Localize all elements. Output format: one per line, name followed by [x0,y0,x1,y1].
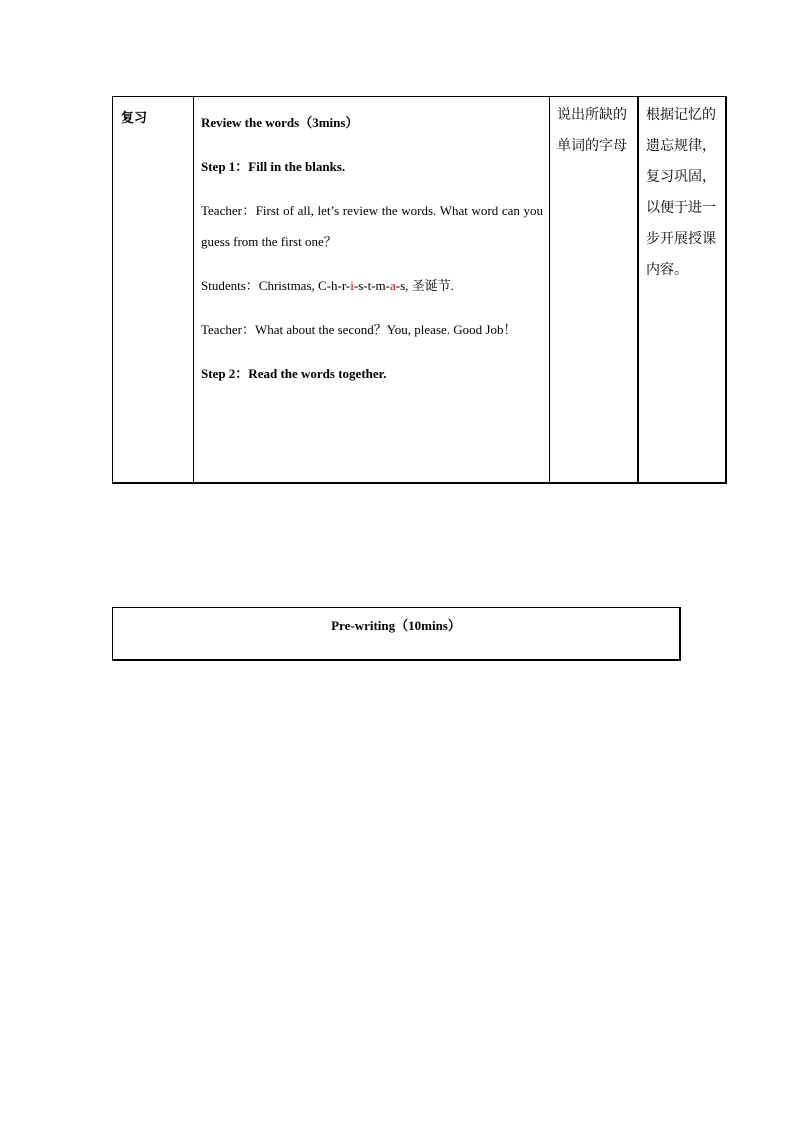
students-text-suffix: -s, 圣诞节. [395,278,454,293]
teacher-line-2: Teacher：What about the second？You, please. Good Job！ [201,322,517,337]
activity-cell: 说出所缺的单词的字母 [550,97,639,484]
lesson-plan-table [112,96,727,484]
purpose-cell: 根据记忆的遗忘规律，复习巩固，以便于进一步开展授课内容。 [638,97,726,484]
students-line [201,270,543,301]
step-2-heading: Step 2：Read the words together. [201,366,387,381]
students-text-middle: -s-t-m- [353,278,390,293]
section-title: Review the words（3mins） [201,115,359,130]
review-row [113,97,727,484]
prewriting-row [113,608,681,661]
step-1-heading: Step 1：Fill in the blanks. [201,159,346,174]
stage-cell: 复习 [113,97,194,484]
students-text-prefix: Students：Christmas, C-h-r- [201,278,351,293]
prewriting-title: Pre-writing（10mins） [113,608,681,661]
content-cell [194,97,550,484]
teacher-line-1: Teacher：First of all, let’s review the words. What word can you guess from the first one？ [201,203,543,249]
prewriting-table [112,607,681,661]
missing-letter-1: i [350,278,354,293]
missing-letter-2: a [389,278,396,293]
